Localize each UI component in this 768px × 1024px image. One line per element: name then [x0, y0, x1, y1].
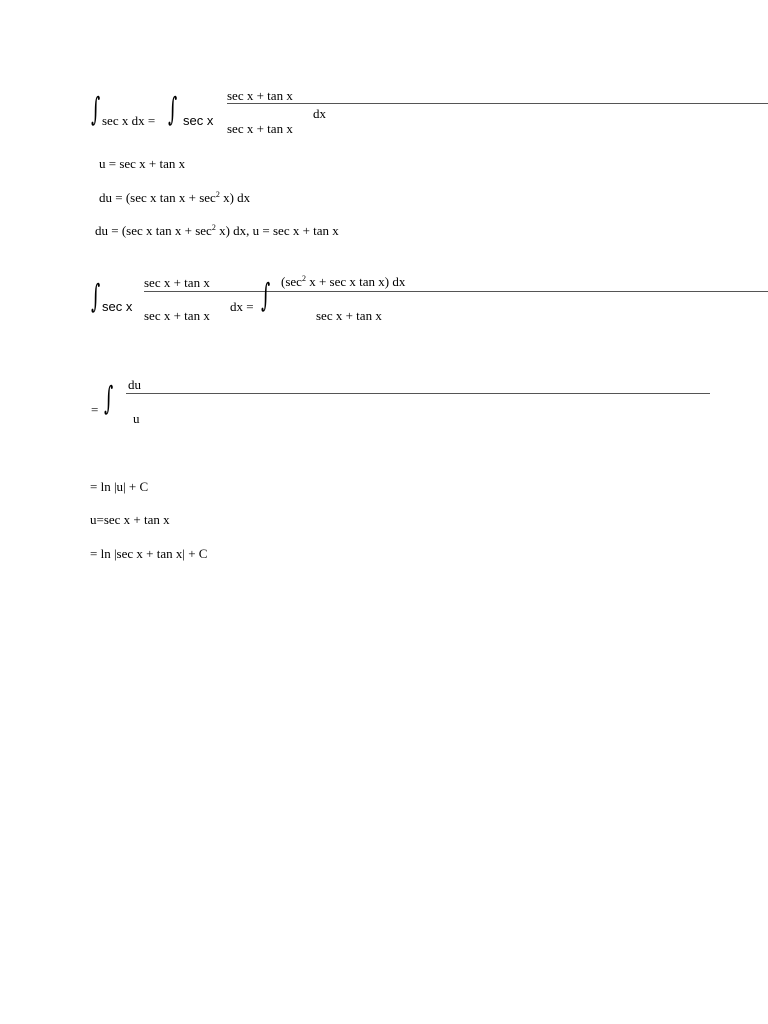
eq2-lhs-factor: sec x	[102, 299, 133, 314]
eq2-rhs-denominator: sec x + tan x	[316, 308, 382, 323]
integral-sign: ∫	[91, 277, 101, 315]
u-definition: u = sec x + tan x	[99, 156, 186, 171]
eq3-equals: =	[91, 402, 99, 417]
result-line-2: u=sec x + tan x	[90, 512, 170, 527]
result-line-1: = ln |u| + C	[90, 479, 149, 494]
eq2-fraction-bar	[144, 291, 768, 292]
eq3-denominator: u	[133, 411, 140, 426]
du-definition: du = (sec x $\tan x + \sec^2 x$) dx	[99, 190, 251, 205]
integral-sign: ∫	[168, 90, 178, 128]
eq3-numerator: du	[128, 377, 141, 392]
integral-sign: ∫	[91, 90, 101, 128]
eq1-differential: dx	[313, 106, 326, 121]
eq1-fraction-bar	[227, 103, 768, 104]
eq2-rhs-numerator: ($\sec^2$ x + sec x tan x) dx	[281, 274, 406, 289]
eq1-denominator: sec x + tan x	[227, 121, 293, 136]
du-u-combined: du = (sec x $\tan x + \sec^2 x$) dx, u = sec x + tan x	[95, 223, 339, 238]
integral-sign: ∫	[104, 379, 114, 417]
eq2-equals: dx =	[230, 299, 254, 314]
eq1-rhs-factor: sec x	[183, 113, 214, 128]
integral-sign: ∫	[261, 276, 271, 314]
result-line-3: = ln |sec x + tan x| + C	[90, 546, 208, 561]
eq1-lhs-integrand: sec x dx =	[102, 113, 156, 128]
eq2-lhs-denominator: sec x + tan x	[144, 308, 210, 323]
eq3-fraction-bar	[126, 393, 710, 394]
eq1-numerator: sec x + tan x	[227, 88, 293, 103]
eq2-lhs-numerator: sec x + tan x	[144, 275, 210, 290]
